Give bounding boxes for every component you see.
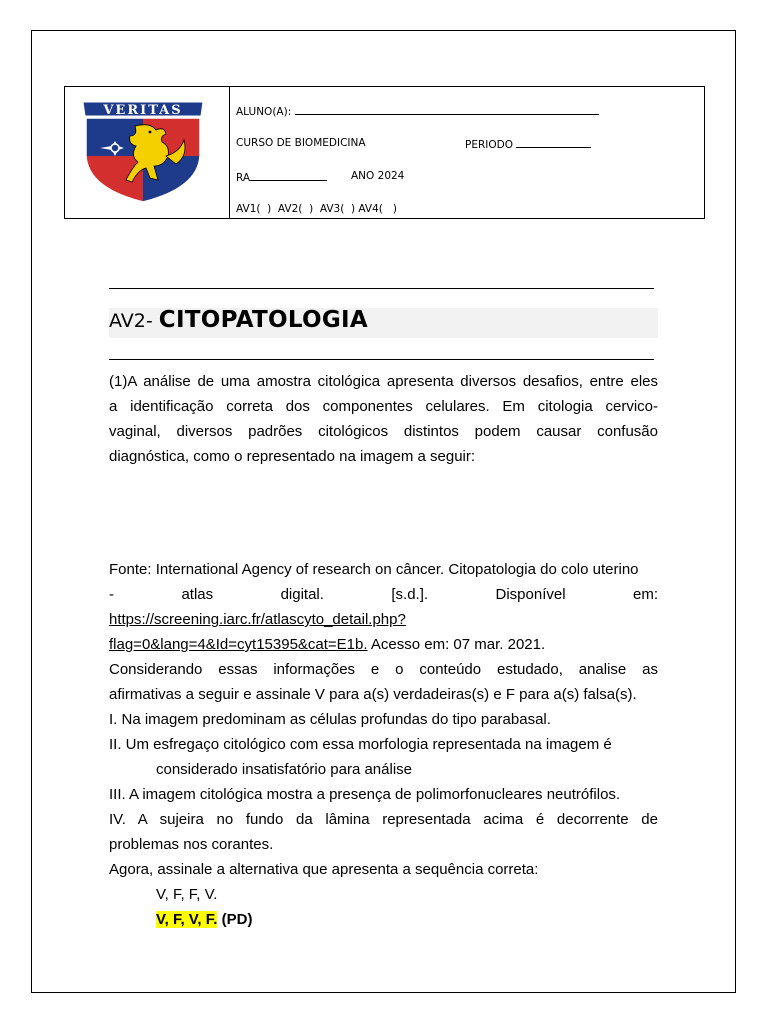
ra-label: RA [236,172,251,184]
assessment-checkboxes[interactable]: AV1( ) AV2( ) AV3( ) AV4( ) [236,203,397,215]
divider-bottom [109,359,654,360]
title-prefix: AV2- [109,310,159,332]
period-line [465,137,591,151]
course-label: CURSO DE BIOMEDICINA [236,137,366,149]
consider-line-1: Considerando essas informações e o conteúdo estudado, analise as [109,661,658,678]
option-2[interactable] [109,907,658,932]
student-name-line [236,104,599,118]
intro-line-2: a identificação correta dos componentes celulares. Em citologia cervico- [109,398,658,415]
statement-ii-a: II. Um esfregaço citológico com essa morfologia representada na imagem é [109,736,612,753]
statement-i: I. Na imagem predominam as células profundas do tipo parabasal. [109,711,551,728]
intro-line-4: diagnóstica, como o representado na imagem a seguir: [109,448,476,465]
option-2-tag: (PD) [217,911,253,928]
intro-line-3: vaginal, diversos padrões citológicos distintos podem causar confusão [109,423,658,440]
logo-cell [65,87,230,218]
option-1[interactable]: V, F, F, V. [156,886,218,903]
header-box [64,86,705,219]
access-date: Acesso em: 07 mar. 2021. [367,636,546,653]
ra-blank[interactable] [250,170,327,181]
question-intro [109,369,658,469]
option-2-highlighted: V, F, V, F. [156,911,218,928]
page-title [109,307,368,333]
divider-top [109,288,654,289]
svg-text:VERITAS: VERITAS [103,103,183,118]
statement-iv-a: IV. A sujeira no fundo da lâmina representada acima é decorrente de [109,811,658,828]
year-label: ANO 2024 [351,170,405,182]
period-label: PERIODO [465,139,517,151]
answer-prompt: Agora, assinale a alternativa que apresenta a sequência correta: [109,861,539,878]
statement-iii: III. A imagem citológica mostra a presença de polimorfonucleares neutrófilos. [109,786,621,803]
period-blank[interactable] [516,137,591,148]
course-line [236,137,366,149]
title-main: CITOPATOLOGIA [158,307,368,333]
consider-line-2: afirmativas a seguir e assinale V para a(s) verdadeiras(s) e F para a(s) falsa(s). [109,686,637,703]
source-url-2[interactable]: flag=0&lang=4&Id=cyt15395&cat=E1b. [109,636,368,653]
source-line-2: - atlas digital. [s.d.]. Disponível em: [109,586,658,603]
student-name-label: ALUNO(A): [236,106,295,118]
student-name-blank[interactable] [295,104,599,115]
source-line-1: Fonte: International Agency of research on câncer. Citopatologia do colo uterino [109,561,639,578]
statement-ii-b: considerado insatisfatório para análise [156,761,412,778]
intro-line-1: (1)A análise de uma amostra citológica apresenta diversos desafios, entre eles [109,373,658,390]
source-url-1[interactable]: https://screening.iarc.fr/atlascyto_detail.php? [109,611,406,628]
ra-line [236,170,327,184]
statement-iv-b: problemas nos corantes. [109,836,274,853]
question-body [109,557,658,932]
veritas-shield-logo [80,96,206,204]
